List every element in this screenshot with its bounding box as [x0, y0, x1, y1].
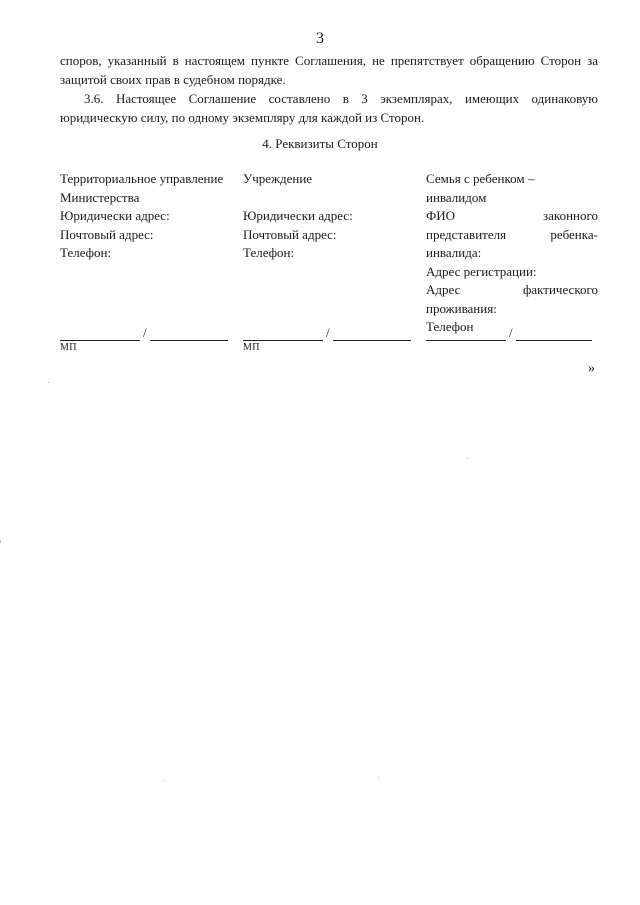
postal-address-label: Почтовый адрес: [243, 226, 337, 242]
actual-address-label-part: проживания: [426, 300, 497, 316]
actual-address-label [426, 281, 598, 300]
phone-label: Телефон: [243, 245, 295, 260]
postal-address-label: Почтовый адрес: [60, 226, 154, 242]
paragraph-line: 3.6. Настоящее Соглашение составлено в 3 экземплярах, имеющих одинаковую [84, 91, 598, 106]
phone-label: Телефон [426, 319, 474, 334]
fio-label-part: ФИО [426, 208, 456, 223]
name-blank [333, 326, 411, 341]
page-number: 3 [316, 30, 324, 47]
registration-address-label: Адрес регистрации: [426, 263, 537, 279]
representative-label-part: инвалида: [426, 245, 482, 260]
signature-blank [60, 326, 140, 341]
actual-address-label-part: Адрес [426, 282, 461, 297]
section-title: 4. Реквизиты Сторон [262, 136, 378, 151]
scan-speck [48, 382, 49, 383]
stamp-label: МП [60, 342, 77, 353]
party-name: Учреждение [243, 171, 313, 186]
representative-label-part: представителя [426, 226, 507, 242]
party-family [426, 170, 598, 337]
party-name: инвалидом [426, 189, 487, 205]
signature-blank [426, 326, 506, 341]
paragraph-line: споров, указанный в настоящем пункте Соглашения, не препятствует обращению Сторон за [60, 53, 598, 68]
signature-line-family [426, 325, 592, 341]
signature-line-institution [243, 325, 411, 341]
paragraph-disputes [60, 51, 598, 89]
signature-slash: / [326, 325, 330, 340]
fio-label-part: законного [543, 208, 598, 223]
actual-address-label-part: фактического [522, 282, 598, 297]
name-blank [150, 326, 228, 341]
party-name: Семья с ребенком – [426, 171, 535, 186]
paragraph-line: защитой своих прав в судебном порядке. [60, 72, 286, 87]
scan-speck [0, 540, 1, 543]
party-name: Министерства [60, 189, 140, 205]
stamp-label: МП [243, 342, 260, 353]
representative-label-part: ребенка- [550, 226, 598, 242]
scan-speck [378, 777, 379, 778]
scan-speck [467, 458, 468, 459]
party-institution [243, 170, 418, 263]
scan-speck [163, 780, 164, 781]
signature-line-territorial [60, 325, 228, 341]
legal-address-label: Юридически адрес: [243, 208, 353, 223]
phone-label: Телефон: [60, 245, 112, 260]
closing-quote: » [588, 361, 595, 376]
legal-address-label: Юридически адрес: [60, 208, 170, 223]
signature-blank [243, 326, 323, 341]
signature-slash: / [143, 325, 147, 340]
fio-label [426, 207, 598, 226]
signature-slash: / [509, 325, 513, 340]
representative-label [426, 226, 598, 245]
paragraph-line: юридическую силу, по одному экземпляру для каждой из Сторон. [60, 110, 425, 125]
paragraph-copies [60, 89, 598, 127]
name-blank [516, 326, 592, 341]
party-territorial-administration [60, 170, 235, 263]
party-name: Территориальное управление [60, 171, 224, 186]
